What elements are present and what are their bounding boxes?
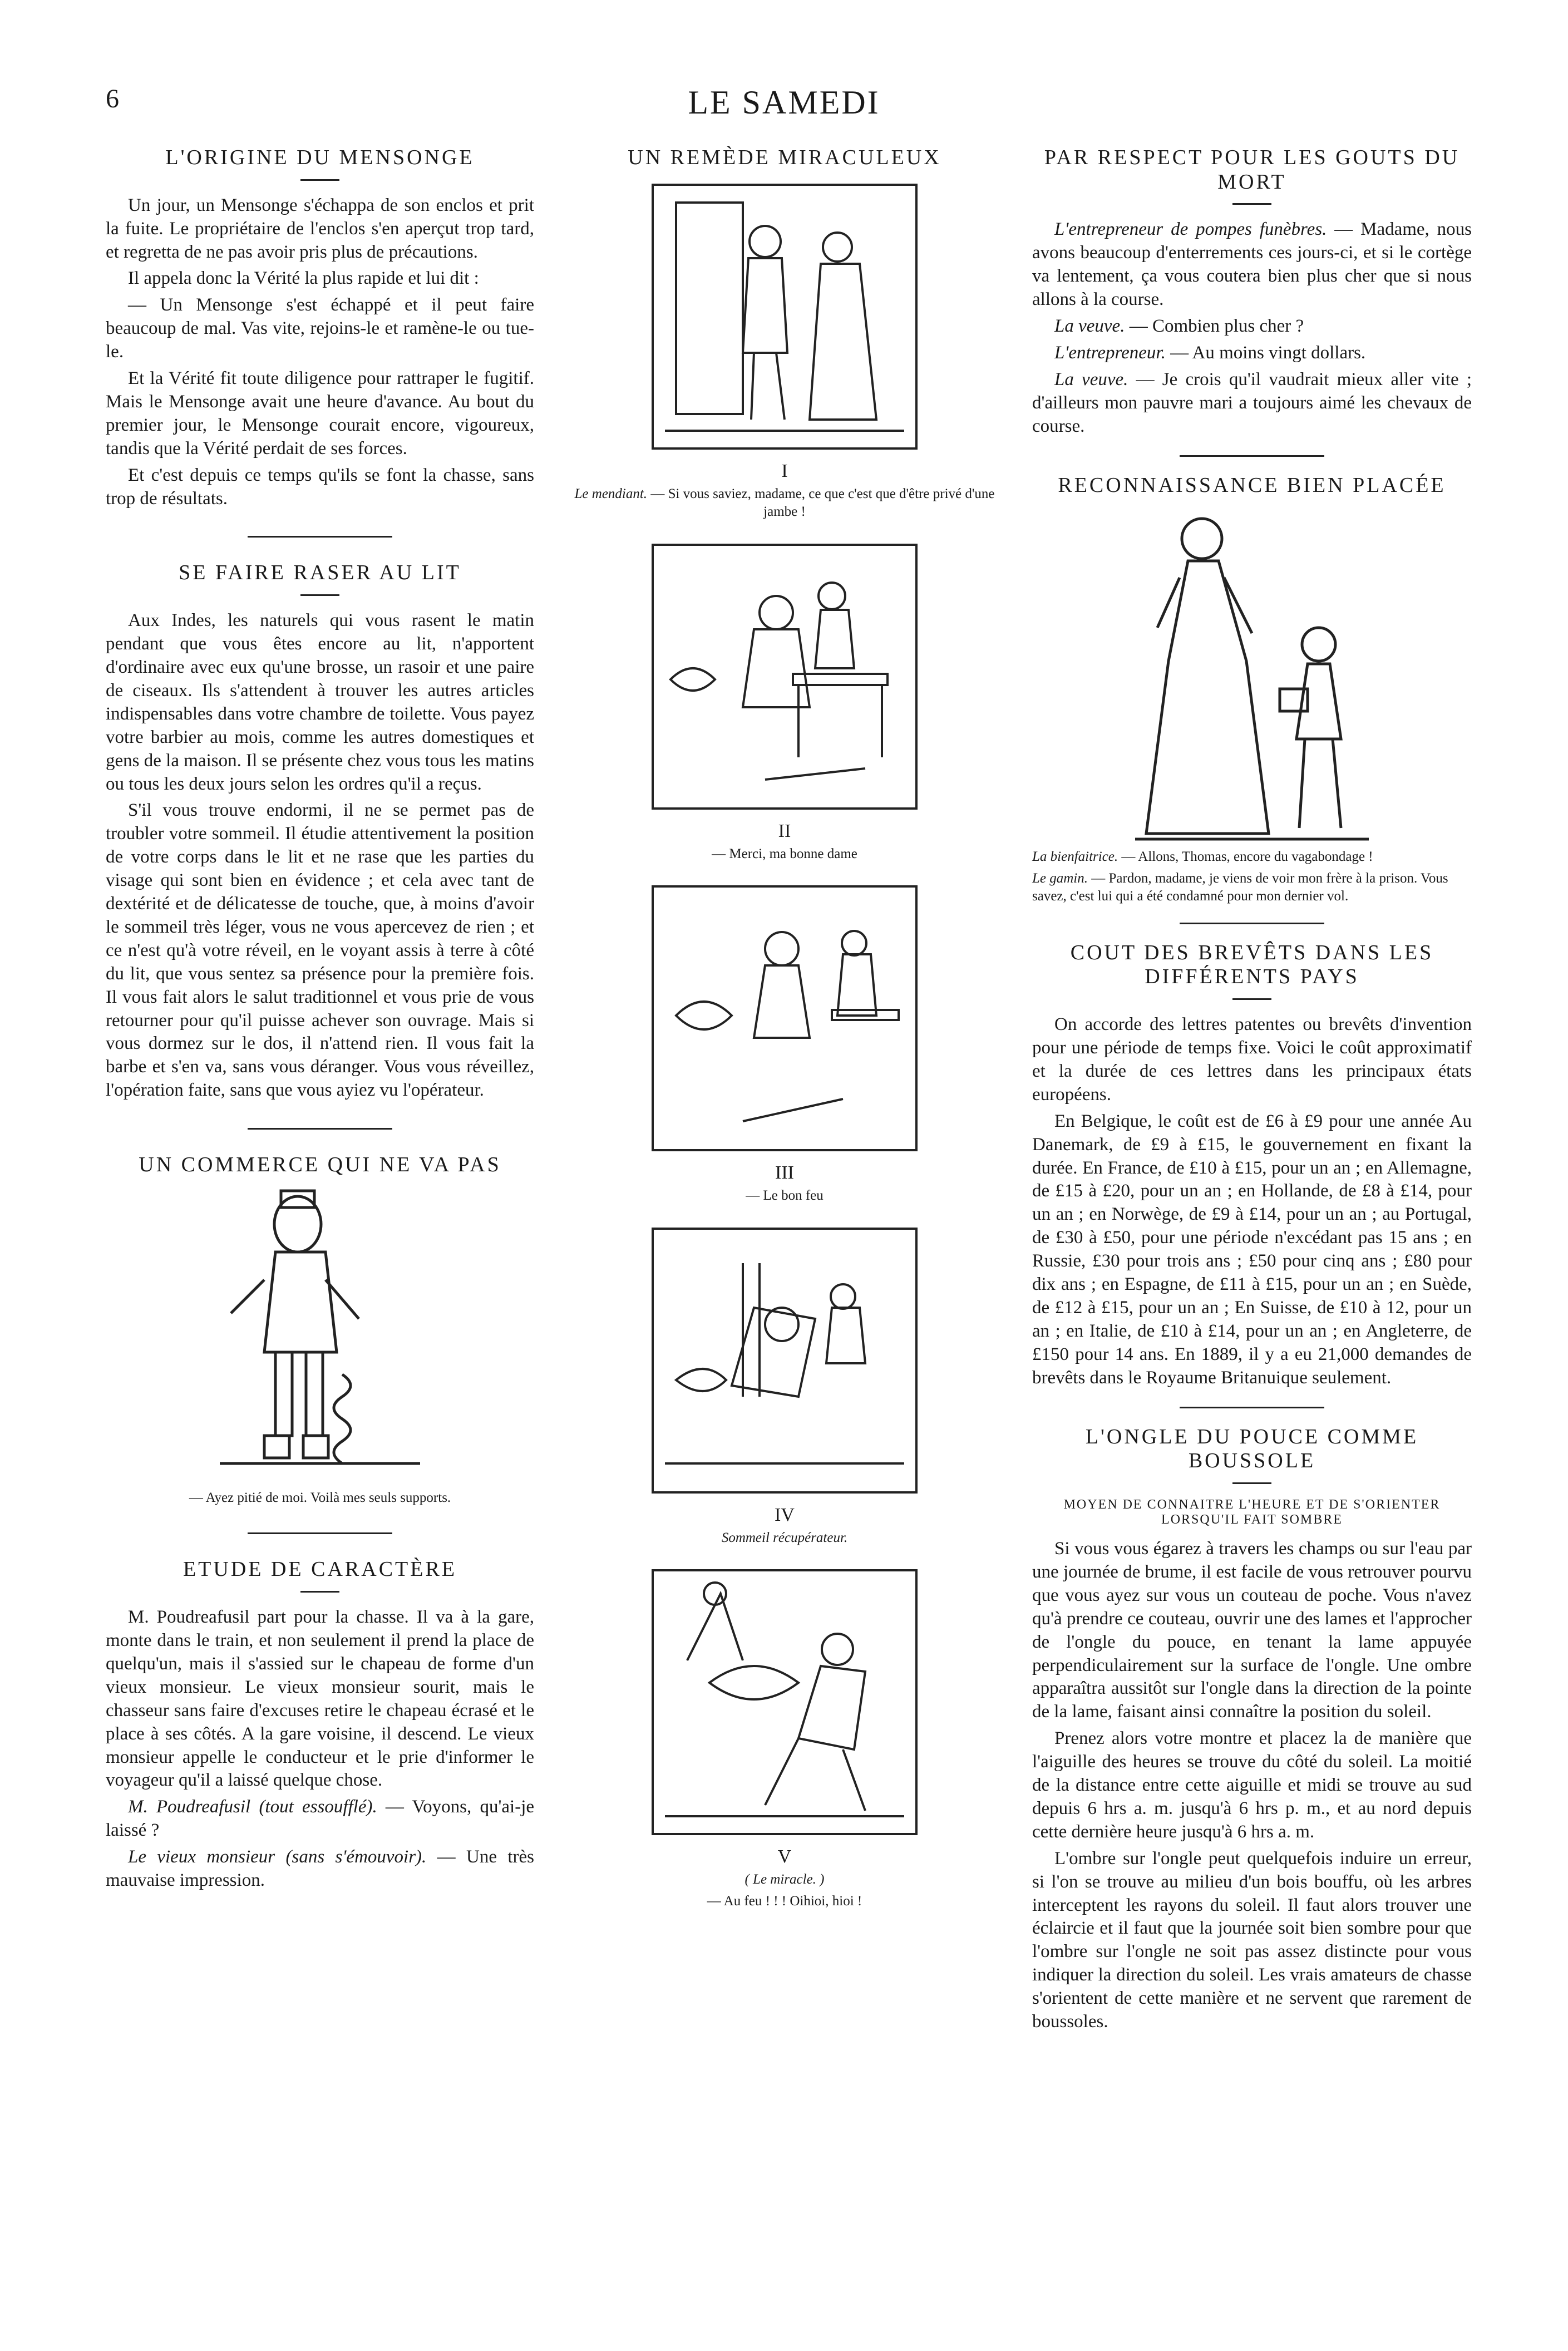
article-title: UN REMÈDE MIRACULEUX bbox=[628, 146, 941, 169]
speaker: La veuve. bbox=[1054, 369, 1128, 390]
paragraph: — Un Mensonge s'est échappé et il peut faire beaucoup de mal. Vas vite, rejoins-le et ramène-le ou tue-le. bbox=[106, 295, 534, 362]
article-title: ETUDE DE CARACTÈRE bbox=[183, 1558, 457, 1581]
divider bbox=[300, 594, 339, 596]
lady-and-boy-illustration bbox=[1124, 505, 1380, 845]
comic-panel bbox=[652, 1228, 918, 1494]
divider bbox=[1232, 203, 1271, 205]
dialogue-line bbox=[1032, 368, 1472, 438]
caption-text: — Allons, Thomas, encore du vagabondage ! bbox=[1118, 849, 1373, 865]
comic-panel bbox=[652, 544, 918, 810]
divider bbox=[248, 1128, 392, 1130]
column-right bbox=[1032, 146, 1472, 2037]
dialogue-line bbox=[106, 1796, 534, 1842]
divider bbox=[1232, 998, 1271, 1000]
page-number: 6 bbox=[106, 84, 119, 114]
speaker: La bienfaitrice. bbox=[1032, 849, 1118, 865]
beggar-illustration bbox=[198, 1185, 442, 1486]
article-title: UN COMMERCE QUI NE VA PAS bbox=[139, 1153, 501, 1177]
paragraph: Aux Indes, les naturels qui vous rasent le matin pendant que vous êtes encore au lit, n'apportent d'ordinaire avec eux qu'une brosse, un rasoir et une paire de ciseaux. Ils s'attendent à trouver les autres articles indispensables dans votre chambre de toilette. Vous payez votre barbier au mois, comme les autres domestiques et gens de la maison. Il se présente chez vous tous les matins ou tous les deux jours selon les ordres qu'il a reçus. bbox=[106, 610, 534, 794]
paragraph: Prenez alors votre montre et placez la de manière que l'aiguille des heures se trouve du côté du soleil. La moitié de la distance entre cette aiguille et midi se trouve au sud depuis 6 hrs a. m. jusqu'à 6 hrs p. m., et au nord depuis cette dernière heure jusqu'à 6 hrs a. m. bbox=[1032, 1728, 1472, 1842]
dialogue-text: — Au moins vingt dollars. bbox=[1165, 342, 1366, 363]
column-middle bbox=[562, 146, 1007, 1914]
comic-panel bbox=[652, 1569, 918, 1835]
paragraph: L'ombre sur l'ongle peut quelquefois induire un erreur, si l'on se trouve au milieu d'un bois bouffu, où les arbres interceptent les rayons du soleil. Il faut alors trouver une éclaircie et il faut que la journée soit bien sombre pour que l'ombre sur l'ongle ne soit pas assez distincte pour vous indiquer la direction du soleil. Les vrais amateurs de chasse s'orientent de cette manière et ne servent que rarement de boussoles. bbox=[1032, 1848, 1472, 2032]
panel-number: I bbox=[781, 460, 788, 481]
comic-panel bbox=[652, 885, 918, 1151]
article-title: RECONNAISSANCE BIEN PLACÉE bbox=[1058, 473, 1446, 497]
panel-caption: — Le bon feu bbox=[746, 1188, 824, 1204]
divider bbox=[248, 536, 392, 538]
divider bbox=[300, 1591, 339, 1593]
speaker: L'entrepreneur. bbox=[1054, 342, 1166, 363]
dialogue-text: — Je crois qu'il vaudrait mieux aller vite ; d'ailleurs mon pauvre mari a toujours aimé les chevaux de course. bbox=[1032, 369, 1472, 436]
panel-number: V bbox=[777, 1846, 792, 1867]
paragraph: Un jour, un Mensonge s'échappa de son enclos et prit la fuite. Le propriétaire de l'enclos s'en aperçut trop tard, et regretta de ne pas avoir pris plus de précautions. bbox=[106, 195, 534, 262]
speaker: L'entrepreneur de pompes funèbres. bbox=[1054, 219, 1327, 240]
paragraph: Si vous vous égarez à travers les champs ou sur l'eau par une journée de brume, il est facile de vous retrouver pourvu que vous ayez sur vous un couteau de poche. Vous n'avez qu'à prendre ce couteau, ouvrir une des lames et l'approcher de l'ongle du pouce, en tenant la lame appuyée perpendiculairement sur la surface de l'ongle. Une ombre apparaîtra aussitôt sur l'ongle dans la direction de la pointe de la lame, faisant ainsi connaître la position du soleil. bbox=[1032, 1538, 1472, 1722]
panel-caption: — Merci, ma bonne dame bbox=[712, 846, 857, 861]
paragraph: S'il vous trouve endormi, il ne se permet pas de troubler votre sommeil. Il étudie attentivement la position de votre corps dans le lit et ne rase que les parties du visage qui sont bien en évidence ; et cela avec tant de dextérité et de délicatesse de touche, que, à moins d'avoir le sommeil très léger, vous ne vous apercevez de rien ; et ce n'est qu'à votre réveil, en le voyant assis à terre à côté du lit, que vous sentez sa présence pour la première fois. Il vous fait alors le salut traditionnel et vous prie de vous retourner pour qu'il puisse achever son ouvrage. Mais si vous dormez sur le dos, il n'attend rien. Il vous fait la barbe et s'en va, sans vous déranger. Vous vous réveillez, l'opération faite, sans que vous ayiez vu l'opérateur. bbox=[106, 800, 534, 1101]
panel-caption bbox=[562, 1529, 1007, 1547]
panel-caption bbox=[562, 485, 1007, 521]
dialogue-text: — Combien plus cher ? bbox=[1125, 316, 1304, 336]
dialogue-line bbox=[1032, 315, 1472, 338]
column-left bbox=[106, 146, 534, 1896]
article-title: L'ONGLE DU POUCE COMME BOUSSOLE bbox=[1085, 1425, 1419, 1473]
comic-panel bbox=[652, 184, 918, 450]
illustration-caption bbox=[1032, 870, 1472, 906]
speaker: M. Poudreafusil (tout essoufflé). bbox=[128, 1797, 377, 1817]
divider bbox=[300, 179, 339, 181]
masthead-title: LE SAMEDI bbox=[688, 84, 880, 121]
paragraph: Et la Vérité fit toute diligence pour rattraper le fugitif. Mais le Mensonge avait une heure d'avance. Au bout du premier jour, le Mensonge courait encore, vigoureux, tandis que la Vérité perdait de ses forces. bbox=[106, 368, 534, 459]
speaker: Le vieux monsieur (sans s'émouvoir). bbox=[128, 1847, 427, 1867]
divider bbox=[248, 1532, 392, 1534]
article-subtitle: MOYEN DE CONNAITRE L'HEURE ET DE S'ORIENTER LORSQU'IL FAIT SOMBRE bbox=[1063, 1497, 1441, 1527]
divider bbox=[1180, 455, 1324, 457]
article-title: L'ORIGINE DU MENSONGE bbox=[165, 146, 475, 169]
divider bbox=[1180, 1407, 1324, 1408]
caption-text: ( Le miracle. ) bbox=[744, 1872, 825, 1887]
illustration-caption: — Ayez pitié de moi. Voilà mes seuls supports. bbox=[189, 1490, 451, 1505]
panel-number: III bbox=[775, 1162, 794, 1184]
article-title: COUT DES BREVÊTS DANS LES DIFFÉRENTS PAYS bbox=[1070, 940, 1434, 989]
caption-text: Sommeil récupérateur. bbox=[721, 1530, 848, 1545]
dialogue-line bbox=[1032, 218, 1472, 312]
paragraph: On accorde des lettres patentes ou brevêts d'invention pour une période de temps fixe. Voici le coût approximatif et la durée de ces lettres dans les principaux états européens. bbox=[1032, 1014, 1472, 1105]
article-title: PAR RESPECT POUR LES GOUTS DU MORT bbox=[1044, 146, 1460, 194]
dialogue-text: — Madame, nous avons beaucoup d'enterrements ces jours-ci, et si le cortège va lentement, ça vous coutera bien plus cher que si nous allons à la course. bbox=[1032, 219, 1472, 310]
caption-text: — Pardon, madame, je viens de voir mon frère à la prison. Vous savez, c'est lui qui a été condamné pour mon dernier vol. bbox=[1032, 870, 1448, 904]
paragraph: Et c'est depuis ce temps qu'ils se font la chasse, sans trop de résultats. bbox=[106, 465, 534, 509]
dialogue-text: — Une très mauvaise impression. bbox=[106, 1847, 534, 1891]
paragraph: Il appela donc la Vérité la plus rapide et lui dit : bbox=[128, 268, 479, 289]
speaker: Le gamin. bbox=[1032, 870, 1088, 886]
divider bbox=[1232, 1482, 1271, 1484]
dialogue-text: — Voyons, qu'ai-je laissé ? bbox=[106, 1797, 535, 1841]
caption-text: — Si vous saviez, madame, ce que c'est que d'être privé d'une jambe ! bbox=[647, 486, 995, 520]
panel-caption: — Au feu ! ! ! Oihioi, hioi ! bbox=[707, 1893, 862, 1909]
divider bbox=[1180, 923, 1324, 924]
speaker: La veuve. bbox=[1054, 316, 1125, 336]
article-title: SE FAIRE RASER AU LIT bbox=[179, 561, 461, 585]
panel-number: II bbox=[778, 820, 791, 841]
dialogue-line bbox=[1032, 342, 1472, 365]
paragraph: En Belgique, le coût est de £6 à £9 pour une année Au Danemark, de £9 à £15, le gouvernement en fixant la durée. En France, de £10 à £15, pour un an ; en Allemagne, de £15 à £20, pour un an ; en Hollande, de £8 à £14, pour un an ; en Norwège, de £9 à £14, pour un an ; au Portugal, de £30 à £50, pour une période n'excédant pas 15 ans ; en Russie, £30 pour trois ans ; £50 pour cinq ans ; £80 pour dix ans ; en Espagne, de £11 à £15, pour un an ; en Suède, de £12 à £15, pour un an ; En Suisse, de £10 à 12, pour un an ; en Italie, de £10 à £14, pour un an ; en Angleterre, de £150 pour 14 ans. En 1889, il y a eu 21,000 demandes de brevêts dans le Royaume Britanuique seulement. bbox=[1032, 1111, 1472, 1388]
dialogue-line bbox=[106, 1846, 534, 1892]
panel-number: IV bbox=[775, 1504, 795, 1525]
speaker: Le mendiant. bbox=[574, 486, 648, 501]
panel-caption bbox=[562, 1871, 1007, 1889]
paragraph: M. Poudreafusil part pour la chasse. Il va à la gare, monte dans le train, et non seulement il prend la place de quelqu'un, mais il s'assied sur le chapeau de forme d'un vieux monsieur. Le vieux monsieur sourit, mais le chasseur sans faire d'excuses retire le chapeau écrasé et le place à ses côtés. A la gare voisine, il descend. Le vieux monsieur appelle le conducteur et le prie d'informer le voyageur qu'il a laissé quelque chose. bbox=[106, 1607, 534, 1791]
illustration-caption bbox=[1032, 848, 1472, 866]
